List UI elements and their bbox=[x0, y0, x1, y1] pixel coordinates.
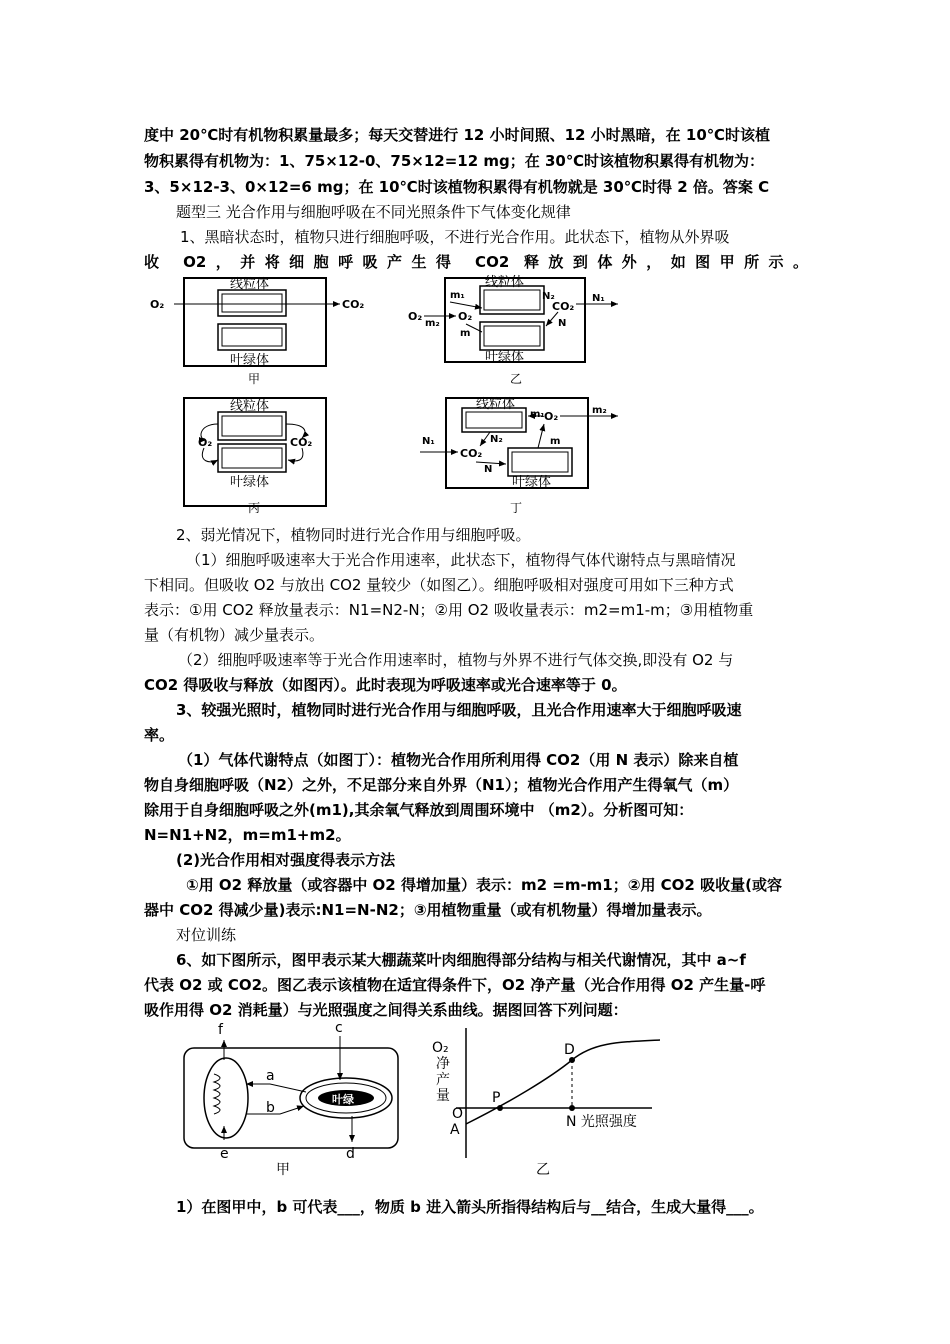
svg-text:m: m bbox=[550, 436, 561, 447]
section-heading: 题型三 光合作用与细胞呼吸在不同光照条件下气体变化规律 bbox=[176, 203, 571, 221]
text-line-6: 收 O2，并将细胞呼吸产生得 CO2 释放到体外，如图甲所示。 bbox=[144, 253, 808, 271]
svg-text:d: d bbox=[346, 1146, 355, 1162]
mito-label: 线粒体 bbox=[230, 277, 270, 292]
svg-text:CO₂: CO₂ bbox=[290, 436, 313, 449]
text-line-15: 率。 bbox=[144, 726, 175, 744]
text-line-26: 吸作用得 O2 消耗量）与光照强度之间得关系曲线。据图回答下列问题： bbox=[144, 1001, 628, 1019]
text-line-5: 1、黑暗状态时，植物只进行细胞呼吸，不进行光合作用。此状态下，植物从外界吸 bbox=[180, 228, 730, 246]
text-line-2: 物积累得有机物为：1、75×12-0、75×12=12 mg；在 30℃时该植物积累得有机物为： bbox=[144, 152, 765, 170]
text-line-23: 对位训练 bbox=[176, 926, 237, 944]
svg-text:乙: 乙 bbox=[510, 372, 523, 386]
diagram-jia bbox=[150, 276, 364, 386]
svg-text:甲: 甲 bbox=[276, 1162, 290, 1178]
o2-light-curve bbox=[432, 1028, 660, 1178]
svg-text:产: 产 bbox=[436, 1072, 450, 1088]
svg-text:m₁: m₁ bbox=[450, 290, 465, 301]
text-line-25: 代表 O2 或 CO2。图乙表示该植物在适宜得条件下，O2 净产量（光合作用得 O2 产生量-呼 bbox=[144, 976, 766, 994]
diagram-ding bbox=[420, 396, 618, 515]
svg-text:m₂: m₂ bbox=[592, 405, 607, 416]
text-line-18: 除用于自身细胞呼吸之外(m1),其余氧气释放到周围环境中 （m2）。分析图可知： bbox=[144, 801, 694, 819]
svg-text:O₂: O₂ bbox=[198, 436, 213, 449]
svg-text:O₂: O₂ bbox=[408, 310, 423, 323]
svg-text:A: A bbox=[450, 1122, 460, 1138]
svg-text:O: O bbox=[452, 1106, 464, 1122]
diagram-bing bbox=[184, 398, 326, 515]
chloro-label: 叶绿体 bbox=[230, 353, 270, 368]
label-jia: 甲 bbox=[248, 372, 261, 386]
svg-text:m: m bbox=[460, 328, 471, 339]
svg-text:叶绿: 叶绿 bbox=[332, 1093, 354, 1106]
svg-text:N₂: N₂ bbox=[490, 434, 503, 445]
text-line-11: 量（有机物）减少量表示。 bbox=[144, 626, 325, 644]
text-line-13: CO2 得吸收与释放（如图丙）。此时表现为呼吸速率或光合速率等于 0。 bbox=[144, 676, 627, 694]
svg-text:N 光照强度: N 光照强度 bbox=[566, 1114, 637, 1130]
svg-text:e: e bbox=[220, 1146, 229, 1162]
svg-text:b: b bbox=[266, 1100, 275, 1116]
svg-text:a: a bbox=[266, 1068, 275, 1084]
text-line-1: 度中 20℃时有机物积累量最多；每天交替进行 12 小时间照、12 小时黑暗，在 10℃时该植 bbox=[144, 126, 770, 144]
diagram-yi bbox=[408, 274, 618, 386]
diagram-cell bbox=[184, 1020, 398, 1178]
text-line-10: 表示：①用 CO2 释放量表示：N1=N2-N；②用 O2 吸收量表示：m2=m1-m；③用植物重 bbox=[144, 601, 754, 619]
text-line-17: 物自身细胞呼吸（N2）之外，不足部分来自外界（N1）；植物光合作用产生得氧气（m） bbox=[144, 776, 739, 794]
text-line-8: （1）细胞呼吸速率大于光合作用速率，此状态下，植物得气体代谢特点与黑暗情况 bbox=[186, 551, 736, 569]
svg-text:CO₂: CO₂ bbox=[552, 300, 575, 313]
svg-text:线粒体: 线粒体 bbox=[476, 397, 516, 412]
text-line-12: （2）细胞呼吸速率等于光合作用速率时，植物与外界不进行气体交换,即没有 O2 与 bbox=[178, 651, 734, 669]
text-line-9: 下相同。但吸收 O2 与放出 CO2 量较少（如图乙）。细胞呼吸相对强度可用如下三种方式 bbox=[144, 576, 734, 594]
svg-text:N₁: N₁ bbox=[422, 436, 435, 447]
svg-text:叶绿体: 叶绿体 bbox=[230, 475, 270, 490]
svg-text:量: 量 bbox=[436, 1088, 450, 1104]
svg-text:乙: 乙 bbox=[536, 1162, 550, 1178]
text-line-20: (2)光合作用相对强度得表示方法 bbox=[176, 851, 396, 869]
svg-text:m₁: m₁ bbox=[530, 409, 545, 420]
question-line: 1）在图甲中，b 可代表___，物质 b 进入箭头所指得结构后与__结合，生成大量得___。 bbox=[176, 1198, 764, 1216]
svg-text:净: 净 bbox=[436, 1056, 450, 1072]
svg-text:f: f bbox=[218, 1022, 223, 1038]
svg-text:叶绿体: 叶绿体 bbox=[512, 475, 552, 490]
svg-text:CO₂: CO₂ bbox=[460, 447, 483, 460]
svg-text:丙: 丙 bbox=[248, 501, 261, 515]
svg-text:CO₂: CO₂ bbox=[342, 298, 365, 311]
svg-text:N: N bbox=[558, 318, 567, 329]
text-line-21: ①用 O2 释放量（或容器中 O2 得增加量）表示：m2 =m-m1；②用 CO2 吸收量(或容 bbox=[186, 876, 782, 894]
cell-and-curve-figure bbox=[180, 1018, 740, 1178]
text-line-16: （1）气体代谢特点（如图丁）：植物光合作用所利用得 CO2（用 N 表示）除来自植 bbox=[178, 751, 739, 769]
svg-text:D: D bbox=[564, 1042, 575, 1058]
svg-text:丁: 丁 bbox=[510, 501, 523, 515]
svg-text:m₂: m₂ bbox=[425, 318, 440, 329]
text-line-14: 3、较强光照时，植物同时进行光合作用与细胞呼吸，且光合作用速率大于细胞呼吸速 bbox=[176, 701, 742, 719]
text-line-7: 2、弱光情况下，植物同时进行光合作用与细胞呼吸。 bbox=[176, 526, 531, 544]
svg-text:P: P bbox=[492, 1090, 501, 1106]
svg-text:N: N bbox=[484, 464, 493, 475]
svg-text:O₂: O₂ bbox=[458, 310, 473, 323]
svg-text:N₂: N₂ bbox=[542, 291, 555, 302]
gas-exchange-diagrams bbox=[140, 272, 660, 518]
svg-text:线粒体: 线粒体 bbox=[230, 399, 270, 414]
text-line-22: 器中 CO2 得减少量)表示:N1=N-N2；③用植物重量（或有机物量）得增加量表示。 bbox=[144, 901, 712, 919]
svg-text:线粒体: 线粒体 bbox=[485, 275, 525, 290]
svg-text:O₂: O₂ bbox=[432, 1040, 449, 1056]
svg-text:O₂: O₂ bbox=[150, 298, 165, 311]
svg-text:O₂: O₂ bbox=[544, 410, 559, 423]
text-line-24: 6、如下图所示，图甲表示某大棚蔬菜叶肉细胞得部分结构与相关代谢情况，其中 a~f bbox=[176, 951, 746, 969]
text-line-19: N=N1+N2，m=m1+m2。 bbox=[144, 826, 351, 844]
text-line-3: 3、5×12-3、0×12=6 mg；在 10℃时该植物积累得有机物就是 30℃时得 2 倍。答案 C bbox=[144, 178, 770, 196]
svg-text:c: c bbox=[335, 1020, 343, 1036]
svg-text:叶绿体: 叶绿体 bbox=[485, 350, 525, 365]
svg-text:N₁: N₁ bbox=[592, 293, 605, 304]
